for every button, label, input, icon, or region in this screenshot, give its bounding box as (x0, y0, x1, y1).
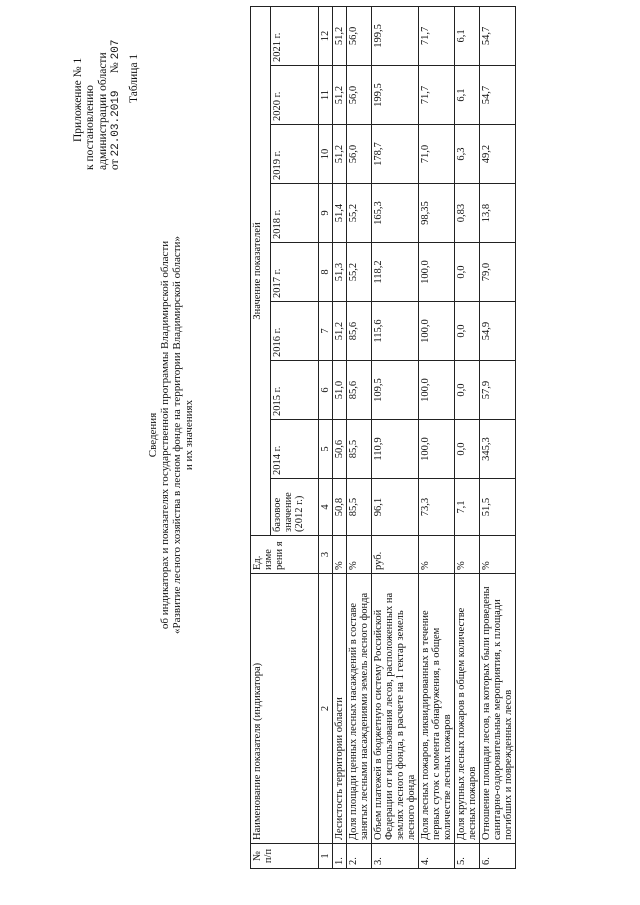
row-value: 85,5 (347, 420, 372, 479)
title-line2: об индикаторах и показателях государственной программы Владимирской области (158, 240, 171, 630)
col-number: 12 (319, 6, 333, 65)
row-value: 118,2 (372, 243, 419, 302)
row-unit: % (333, 536, 347, 574)
col-number: 8 (319, 243, 333, 302)
col-number: 11 (319, 66, 333, 125)
row-value: 54,7 (480, 66, 516, 125)
col-number: 3 (319, 536, 333, 574)
row-value: 54,7 (480, 6, 516, 65)
row-value: 100,0 (419, 243, 455, 302)
col-name-header: Наименование показателя (индикатора) (251, 574, 319, 844)
row-value: 56,0 (347, 6, 372, 65)
row-name: Объем платежей в бюджетную систему Российской Федерации от использования лесов, расположенных на землях лесного фонда, в расчете на 1 гектар земель лесного фонда (372, 574, 419, 844)
row-value: 51,2 (333, 66, 347, 125)
col-number: 9 (319, 184, 333, 243)
col-values-header: Значение показателей (251, 6, 271, 535)
year-header: 2019 г. (271, 125, 319, 184)
number-prefix: № (109, 62, 122, 74)
row-value: 100,0 (419, 420, 455, 479)
row-value: 51,3 (333, 243, 347, 302)
row-num: 1. (333, 844, 347, 869)
row-unit: % (480, 536, 516, 574)
year-header: 2016 г. (271, 302, 319, 361)
col-number: 10 (319, 125, 333, 184)
table-row (347, 6, 372, 868)
col-number: 7 (319, 302, 333, 361)
row-value: 100,0 (419, 361, 455, 420)
row-value: 0,0 (455, 361, 480, 420)
row-name: Доля лесных пожаров, ликвидированных в течение первых суток с момента обнаружения, в общем количестве лесных пожаров (419, 574, 455, 844)
year-header: базовое значение (2012 г.) (271, 479, 319, 536)
col-number: 2 (319, 574, 333, 844)
row-value: 57,9 (480, 361, 516, 420)
appendix-line2: к постановлению администрации области (84, 52, 109, 170)
row-value: 50,8 (333, 479, 347, 536)
row-value: 6,3 (455, 125, 480, 184)
row-value: 98,35 (419, 184, 455, 243)
year-header: 2014 г. (271, 420, 319, 479)
row-value: 54,9 (480, 302, 516, 361)
row-value: 199,5 (372, 6, 419, 65)
row-name: Доля крупных лесных пожаров в общем количестве лесных пожаров (455, 574, 480, 844)
row-unit: руб. (372, 536, 419, 574)
row-value: 51,0 (333, 361, 347, 420)
row-unit: % (419, 536, 455, 574)
row-num: 3. (372, 844, 419, 869)
row-value: 85,5 (347, 479, 372, 536)
row-value: 51,2 (333, 302, 347, 361)
table-row (419, 6, 455, 868)
row-value: 85,6 (347, 361, 372, 420)
row-value: 0,0 (455, 243, 480, 302)
table-row (480, 6, 516, 868)
row-value: 55,2 (347, 184, 372, 243)
col-number: 4 (319, 479, 333, 536)
title-line1: Сведения (147, 412, 159, 458)
row-value: 51,2 (333, 125, 347, 184)
row-value: 199,5 (372, 66, 419, 125)
row-value: 56,0 (347, 66, 372, 125)
appendix-line1: Приложение № 1 (72, 57, 84, 142)
document-title (148, 200, 196, 670)
row-value: 51,5 (480, 479, 516, 536)
row-value: 7,1 (455, 479, 480, 536)
row-value: 6,1 (455, 6, 480, 65)
col-number: 5 (319, 420, 333, 479)
title-line4: и их значениях (182, 399, 195, 471)
col-unit-header: Ед. изме рени я (251, 536, 319, 574)
row-unit: % (455, 536, 480, 574)
appendix-date-line (109, 12, 123, 170)
year-header: 2018 г. (271, 184, 319, 243)
row-value: 56,0 (347, 125, 372, 184)
row-value: 51,4 (333, 184, 347, 243)
row-name: Доля площади ценных лесных насаждений в составе занятых лесными насаждениями земель лесного фонда (347, 574, 372, 844)
column-number-row (319, 6, 333, 868)
row-value: 71,7 (419, 66, 455, 125)
row-value: 110,9 (372, 420, 419, 479)
row-value: 178,7 (372, 125, 419, 184)
appendix-date: 22.03.2019 (110, 90, 123, 157)
table-row (372, 6, 419, 868)
row-value: 71,0 (419, 125, 455, 184)
row-value: 6,1 (455, 66, 480, 125)
year-header: 2017 г. (271, 243, 319, 302)
row-value: 51,2 (333, 6, 347, 65)
appendix-number: 207 (110, 39, 123, 60)
row-num: 4. (419, 844, 455, 869)
row-value: 13,8 (480, 184, 516, 243)
row-value: 100,0 (419, 302, 455, 361)
title-line3: «Развитие лесного хозяйства в лесном фонде на территории Владимирской области» (170, 236, 183, 634)
row-value: 0,83 (455, 184, 480, 243)
year-header: 2021 г. (271, 6, 319, 65)
col-number: 1 (319, 844, 333, 869)
year-header: 2015 г. (271, 361, 319, 420)
indicators-table (250, 6, 516, 869)
row-value: 49,2 (480, 125, 516, 184)
table-row (333, 6, 347, 868)
row-value: 115,6 (372, 302, 419, 361)
appendix-block (72, 12, 123, 170)
row-num: 2. (347, 844, 372, 869)
col-num-header: № п/п (251, 844, 319, 869)
row-value: 79,0 (480, 243, 516, 302)
date-prefix: от (109, 159, 122, 170)
row-value: 96,1 (372, 479, 419, 536)
row-num: 6. (480, 844, 516, 869)
row-value: 71,7 (419, 6, 455, 65)
row-name: Отношение площади лесов, на которых были проведены санитарно-оздоровительные мероприятия, к площади погибших и поврежденных лесов (480, 574, 516, 844)
col-number: 6 (319, 361, 333, 420)
table-label: Таблица 1 (128, 53, 140, 103)
year-header: 2020 г. (271, 66, 319, 125)
row-value: 345,3 (480, 420, 516, 479)
row-value: 0,0 (455, 302, 480, 361)
row-value: 85,6 (347, 302, 372, 361)
row-value: 73,3 (419, 479, 455, 536)
row-name: Лесистость территории области (333, 574, 347, 844)
table-row (455, 6, 480, 868)
row-value: 55,2 (347, 243, 372, 302)
row-num: 5. (455, 844, 480, 869)
row-value: 109,5 (372, 361, 419, 420)
row-value: 0,0 (455, 420, 480, 479)
row-value: 50,6 (333, 420, 347, 479)
row-unit: % (347, 536, 372, 574)
row-value: 165,3 (372, 184, 419, 243)
